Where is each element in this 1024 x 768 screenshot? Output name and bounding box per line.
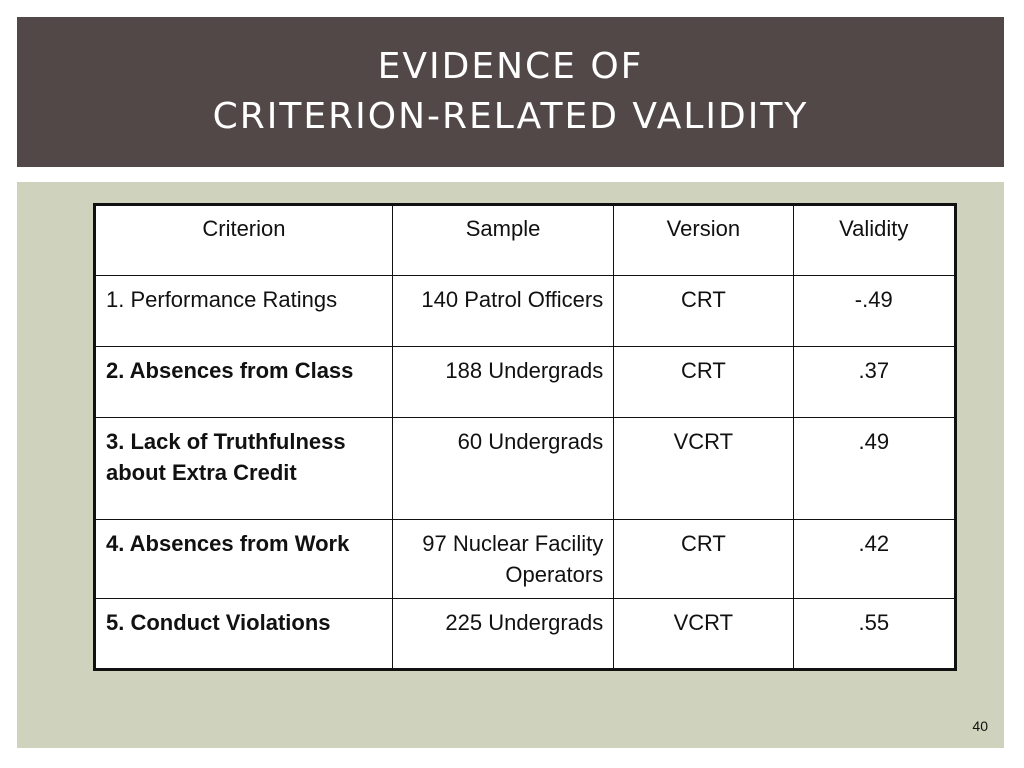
cell-version: CRT bbox=[614, 347, 793, 418]
header-sample: Sample bbox=[392, 205, 613, 276]
cell-version: VCRT bbox=[614, 418, 793, 520]
title-banner bbox=[17, 17, 1004, 167]
cell-sample: 225 Undergrads bbox=[392, 599, 613, 670]
cell-version: CRT bbox=[614, 276, 793, 347]
cell-sample: 60 Undergrads bbox=[392, 418, 613, 520]
table-row bbox=[95, 520, 956, 599]
validity-table bbox=[93, 203, 957, 671]
header-validity: Validity bbox=[793, 205, 955, 276]
cell-sample: 97 Nuclear Facility Operators bbox=[392, 520, 613, 599]
header-criterion: Criterion bbox=[95, 205, 393, 276]
table-row bbox=[95, 418, 956, 520]
cell-criterion: 1. Performance Ratings bbox=[95, 276, 393, 347]
cell-sample: 188 Undergrads bbox=[392, 347, 613, 418]
cell-validity: .37 bbox=[793, 347, 955, 418]
header-version: Version bbox=[614, 205, 793, 276]
cell-validity: .42 bbox=[793, 520, 955, 599]
cell-validity: .49 bbox=[793, 418, 955, 520]
cell-sample: 140 Patrol Officers bbox=[392, 276, 613, 347]
table-header-row bbox=[95, 205, 956, 276]
cell-criterion: 4. Absences from Work bbox=[95, 520, 393, 599]
cell-criterion: 2. Absences from Class bbox=[95, 347, 393, 418]
slide-title-line-1: EVIDENCE OF bbox=[377, 46, 644, 87]
table-row bbox=[95, 599, 956, 670]
cell-validity: .55 bbox=[793, 599, 955, 670]
slide-title-line-2: CRITERION-RELATED VALIDITY bbox=[212, 96, 809, 137]
table-row bbox=[95, 276, 956, 347]
table-row bbox=[95, 347, 956, 418]
page-number: 40 bbox=[972, 718, 988, 734]
cell-validity: -.49 bbox=[793, 276, 955, 347]
cell-version: VCRT bbox=[614, 599, 793, 670]
cell-criterion: 3. Lack of Truthfulness about Extra Credit bbox=[95, 418, 393, 520]
cell-criterion: 5. Conduct Violations bbox=[95, 599, 393, 670]
cell-version: CRT bbox=[614, 520, 793, 599]
